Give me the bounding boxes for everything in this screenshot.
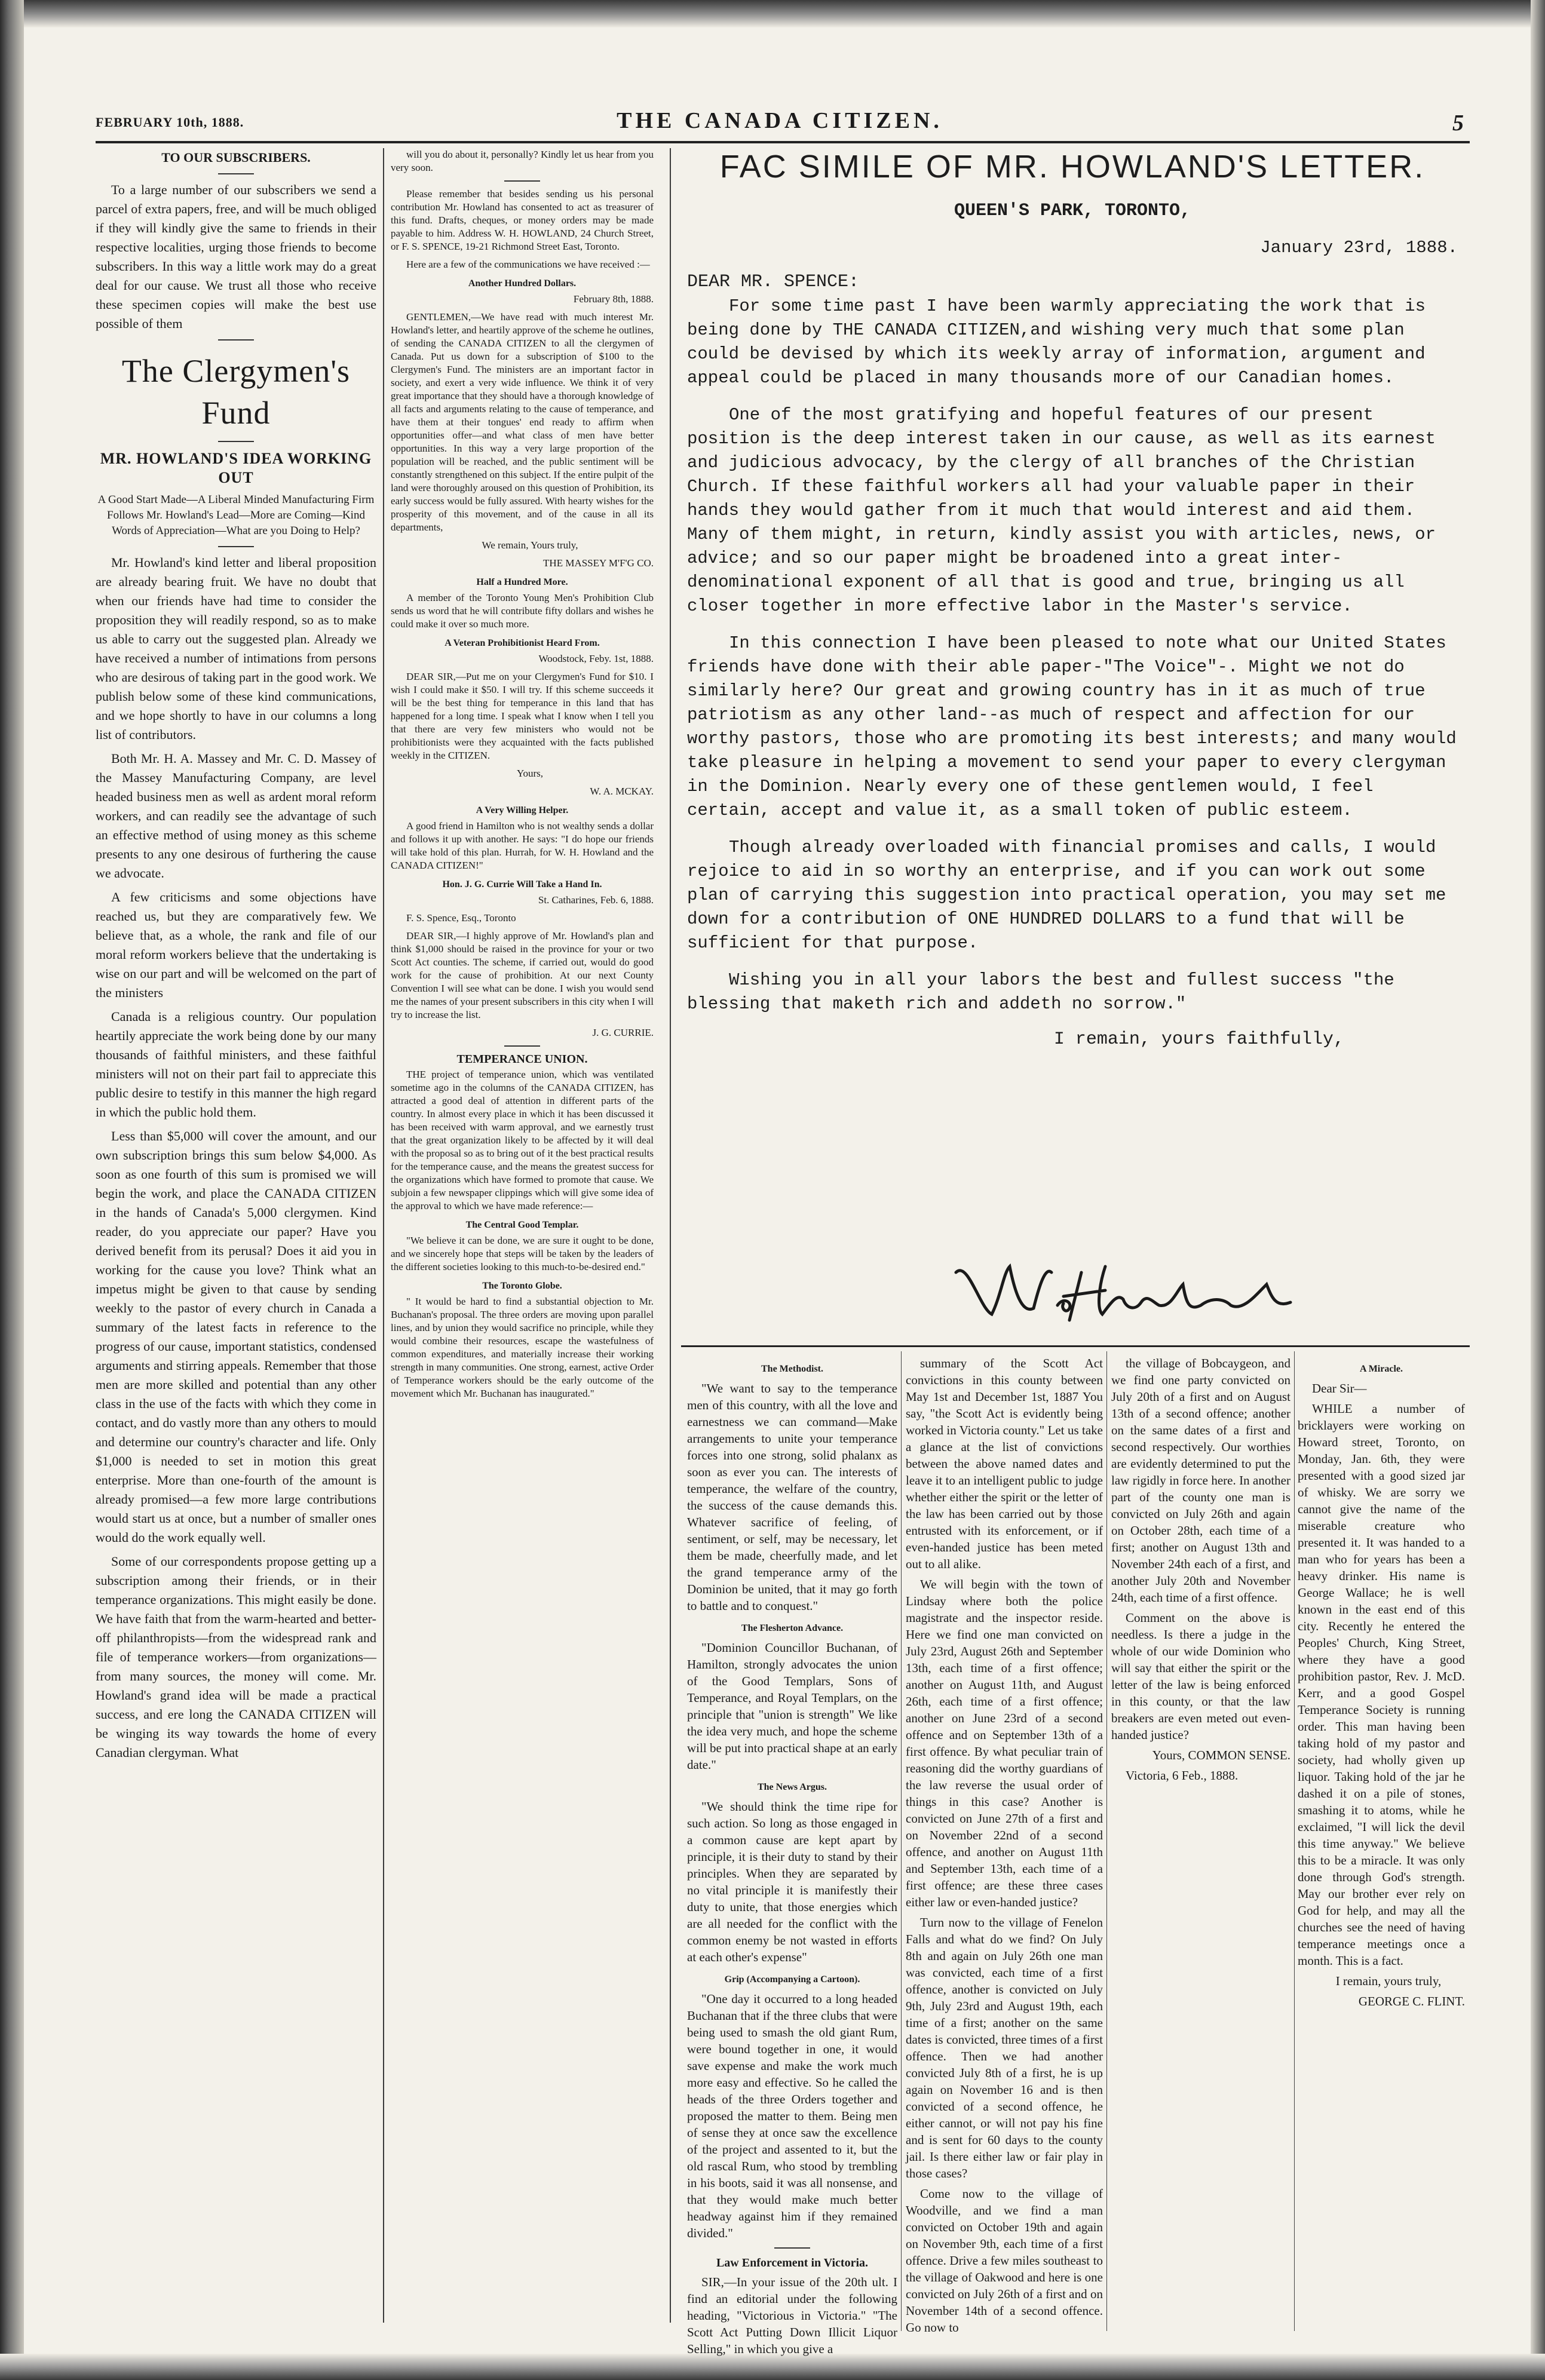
letter-recipient: F. S. Spence, Esq., Toronto [406, 912, 516, 924]
letter-body: A member of the Toronto Young Men's Prohibition Club sends us word that he will contribute fifty dollars and wishes he could make it over so much more. [391, 592, 654, 630]
law-enforcement-body: SIR,—In your issue of the 20th ult. I find an editorial under the following heading, "Victorious in Victoria." "The Scott Act Putting Down Illicit Liquor Selling," in which you give a [687, 2275, 897, 2356]
divider [218, 441, 254, 442]
subscribers-body: To a large number of our subscribers we send a parcel of extra papers, free, and will be much obliged if they will kindly give the same to friends in their respective localities, urging those friends to become subscribers. In this way a little work may do a great deal for our cause. We trust all those who receive these specimen copies will make the best use possible of them [96, 182, 376, 331]
clipping-body: "We should think the time ripe for such action. So long as those engaged in a common cause are kept apart by principle, it is their duty to stand by their principles. When they are separated by no vital principle it is manifestly their duty to unite, that those energies which are all needed for the conflict with the common enemy be not wasted in efforts at each other's expense" [687, 1799, 897, 1964]
miracle-heading: A Miracle. [1360, 1364, 1403, 1374]
letter-signature: J. G. CURRIE. [592, 1027, 654, 1038]
letter-close: We remain, Yours truly, [482, 539, 578, 551]
clipping-body: " It would be hard to find a substantial objection to Mr. Buchanan's proposal. The three orders are moving upon parallel lines, and by union they would sacrifice no principle, while they would combine their resources, escape the wastefulness of common expenditures, and materially increase their working strength in many communities. One strong, earnest, active Order of Temperance workers should be the early outcome of the movement which Mr. Buchanan has inaugurated." [391, 1296, 654, 1399]
lower-column-2 [906, 1355, 1103, 2339]
column-rule [670, 148, 671, 2323]
masthead-rule [96, 141, 1470, 143]
column-rule [1294, 1351, 1295, 2331]
subscribers-heading: TO OUR SUBSCRIBERS. [161, 150, 311, 165]
letter-title: FAC SIMILE OF MR. HOWLAND'S LETTER. [719, 149, 1426, 185]
clipping-body: "One day it occurred to a long headed Buchanan that if the three clubs that were being used to smash the old giant Rum, were bound together in one, it would save expense and make the work much more easy and effective. So he called the heads of the three Orders together and proposed the matter to them. Being men of sense they at once saw the excellence of the project and assented to it, but the old rascal Rum, who stood by trembling in his boots, said it was all nonsense, and that they would make much better headway against him if they remained divided." [687, 1992, 897, 2240]
law-enforcement-body: the village of Bobcaygeon, and we find one party convicted on July 20th of a first and on August 13th of a second offence; another on the same dates of a first and second respectively. Our worthies are evidently determined to put the law rigidly in force here. In another part of the county one man is convicted on July 26th and again on October 28th, each time of a first; another on August 13th and November 24th each of a first, and another July 20th and November 24th, each time of a first offence. [1111, 1356, 1290, 1605]
letter-paragraph: One of the most gratifying and hopeful features of our present position is the deep interest taken in our cause, as well as its earnest and judicious advocacy, by the clergy of all branches of the Christian Church. If these faithful workers all had your valuable paper in their hands they would gather from it much that would interest and aid them. Many of them might, in return, kindly assist you with articles, news, or advice; and so our paper might be broadened into a great inter-denominational exponent of all that is good and true, bringing us all closer together in more effective labor in the Master's service. [687, 405, 1436, 616]
fund-title: The Clergymen's Fund [121, 353, 351, 431]
letter-place: QUEEN'S PARK, TORONTO, [954, 201, 1191, 221]
letter-paragraph: For some time past I have been warmly appreciating the work that is being done by THE CANADA CITIZEN,and wishing very much that some plan could be devised by which its weekly array of information, argument and appeal could be placed in many thousands more of our Canadian homes. [687, 296, 1426, 388]
masthead [96, 108, 1464, 137]
fund-subtitle: MR. HOWLAND'S IDEA WORKING OUT [100, 450, 372, 486]
fund-paragraph: A few criticisms and some objections have reached us, but they are comparatively few. We believe that, as a whole, the rank and file of our moral reform workers believe that the undertaking is wise on our part and will be welcomed on the part of the ministers [96, 890, 376, 1000]
clipping-body: "We want to say to the temperance men of this country, with all the love and earnestness we can command—Make arrangements to unite your temperance forces into one strong, solid phalanx as soon as ever you can. The interests of temperance, the welfare of the country, the success of the cause demands this. Whatever sacrifice of feeling, of sentiment, or self, may be necessary, let them be made, cheerfully made, and let the grand temperance army of the Dominion be united, that it may go forth to battle and to conquest." [687, 1381, 897, 1613]
clipping-heading: The News Argus. [757, 1782, 827, 1792]
clipping-heading: The Central Good Templar. [465, 1220, 579, 1230]
column-paragraph: Here are a few of the communications we have received :— [406, 259, 650, 270]
divider [504, 180, 540, 182]
temperance-union-body: THE project of temperance union, which was ventilated sometime ago in the columns of the CANADA CITIZEN, has attracted a good deal of attention in different parts of the country. In almost every place in which it has been discussed it has been received with warm approval, and we earnestly trust that the great organization likely to be affected by it will deal with the proposal so as to bring out of it the best practical results for the temperance cause, and the means the greatest success for the organizations which have formed to promote that cause. We subjoin a few newspaper clippings which will give some idea of the approval to which we have made reference:— [391, 1069, 654, 1212]
clipping-body: "Dominion Councillor Buchanan, of Hamilton, strongly advocates the union of the Good Templars, Sons of Temperance, and Royal Templars, on the principle that "union is strength" We like the idea very much, and hope the scheme will be put into practical shape at an early date." [687, 1640, 897, 1772]
column-2 [391, 148, 654, 1405]
clipping-heading: Grip (Accompanying a Cartoon). [724, 1974, 860, 1985]
lower-column-3 [1111, 1355, 1290, 1787]
divider [218, 546, 254, 547]
page-number: 5 [1452, 111, 1464, 136]
temperance-union-heading: TEMPERANCE UNION. [456, 1053, 588, 1066]
lower-column-4 [1298, 1355, 1465, 2013]
facsimile-letter [687, 148, 1458, 1050]
clipping-heading: The Flesherton Advance. [741, 1623, 844, 1633]
letter-paragraph: Though already overloaded with financial promises and calls, I would rejoice to aid in so worthy an enterprise, and if you can work out some plan of carrying this suggestion into practical operation, you may set me down for a contribution of ONE HUNDRED DOLLARS to a fund that will be sufficient for that purpose. [687, 838, 1446, 953]
fund-paragraph: Canada is a religious country. Our population heartily appreciate the work being done by our many thousands of faithful ministers, and these faithful ministers will not on their part fail to appreciate this public desire to testify in this manner the high regard in which the public hold them. [96, 1009, 376, 1120]
divider [218, 339, 254, 341]
fund-paragraph: Mr. Howland's kind letter and liberal proposition are already bearing fruit. We have no doubt that when our friends have had time to consider the proposition they will readily respond, so as to make us able to carry out the suggested plan. Already we have received a number of intimations from persons who are desirous of taking part in the good work. We publish below some of these kind communications, and we hope shortly to have in our columns a long list of contributors. [96, 555, 376, 742]
letter-closing: I remain, yours faithfully, [1053, 1029, 1344, 1050]
fund-paragraph: Some of our correspondents propose getting up a subscription among their friends, or in their temperance organizations. This might easily be done. We have faith that from the warm-hearted and better-off philanthropists—from the widespread rank and file of temperance workers—from organizations—from many sources, the money will come. Mr. Howland's grand idea will be made a practical success, and ere long the CANADA CITIZEN will be winging its way towards the home of every Canadian clergyman. What [96, 1554, 376, 1760]
letter-heading: A Veteran Prohibitionist Heard From. [445, 638, 600, 648]
clipping-heading: The Toronto Globe. [482, 1281, 562, 1291]
letter-signature: Yours, COMMON SENSE. [1152, 1748, 1290, 1762]
paper-title: THE CANADA CITIZEN. [617, 108, 943, 133]
miracle-body: WHILE a number of bricklayers were working on Howard street, Toronto, on Monday, Jan. 6th, they were presented with a good sized jar of whisky. We are sorry we cannot give the name of the miserable creature who presented it. It was handed to a man who for years has been a heavy drinker. His name is George Wallace; he is well known in the east end of this city. Recently he entered the Peoples' Church, King Street, where they have a good prohibition pastor, Rev. J. McD. Kerr, and a good Gospel Temperance Society is running order. This man having been taking hold of my pastor and society, had wholly given up liquor. Taking hold of the jar he dashed it on a pile of stones, smashing it to atoms, while he exclaimed, "I will lick the devil this time anyway." We believe this to be a miracle. It was only done through God's strength. May our brother ever rely on God for help, and may all the churches see the need of having temperance meetings once a month. This is a fact. [1298, 1401, 1465, 1968]
letter-body: DEAR SIR,—Put me on your Clergymen's Fund for $10. I wish I could make it $50. I will try. If this scheme succeeds it will be the best thing for temperance in this land that has happened for a long time. I speak what I know when I tell you that there are very few ministers who would not be prohibitionists were they acquainted with the facts published weekly in the CITIZEN. [391, 671, 654, 761]
letter-heading: Half a Hundred More. [476, 577, 568, 587]
letter-body: DEAR SIR,—I highly approve of Mr. Howland's plan and think $1,000 should be raised in the province for your or two Scott Act counties. The scheme, if carried out, would do good work for the cause of prohibition. At our next County Convention I will see what can be done. I wish you would send me the names of your present subscribers in this city when I will try to increase the list. [391, 930, 654, 1020]
fund-paragraph: Both Mr. H. A. Massey and Mr. C. D. Massey of the Massey Manufacturing Company, are level headed business men as well as ardent moral reform workers, and can readily see the advantage of such an effective method of using money as this scheme presents to any one desirous of furthering the cause we advocate. [96, 751, 376, 881]
lower-column-1 [687, 1355, 897, 2361]
letter-heading: A Very Willing Helper. [476, 805, 569, 815]
scan-edge-left [0, 0, 24, 2380]
scan-edge-right [1531, 0, 1545, 2380]
law-enforcement-body: Turn now to the village of Fenelon Falls and what do we find? On July 8th and again on July 26th one man was convicted, each time of a first offence, another is convicted on July 9th, July 23rd and August 19th, each time of a first; another on the same dates is convicted, three times of a first offence. Then we had another convicted July 8th of a first, he is up again on November 16 and is then convicted of a second offence, he either cannot, or will not pay his fine and is sent for 60 days to the county jail. Is there either law or fair play in those cases? [906, 1915, 1103, 2180]
letter-date: January 23rd, 1888. [1260, 238, 1458, 257]
letter-salutation: DEAR MR. SPENCE: [687, 272, 860, 292]
letter-heading: Another Hundred Dollars. [468, 278, 577, 289]
letter-signature: GEORGE C. FLINT. [1358, 1994, 1465, 2008]
law-enforcement-heading: Law Enforcement in Victoria. [716, 2256, 869, 2269]
handwritten-signature [944, 1249, 1302, 1338]
letter-date: Woodstock, Feby. 1st, 1888. [538, 653, 654, 664]
letter-paragraph: Wishing you in all your labors the best and fullest success "the blessing that maketh rich and addeth no sorrow." [687, 970, 1394, 1014]
law-enforcement-body: summary of the Scott Act convictions in this county between May 1st and December 1st, 1887 You say, "the Scott Act is evidently being worked in Victoria county." Let us take a glance at the list of convictions between the above named dates and leave it to an intelligent public to judge whether either the spirit or the letter of the law has been carried out by those entrusted with its enforcement, or if even-handed justice has been meted out to all alike. [906, 1356, 1103, 1571]
divider [504, 1045, 540, 1047]
law-enforcement-body: Comment on the above is needless. Is there a judge in the whole of our wide Dominion who will say that either the spirit or the letter of the law is being enforced in this county, or that the law breakers are even meted out even-handed justice? [1111, 1611, 1290, 1742]
letter-place: Victoria, 6 Feb., 1888. [1126, 1768, 1239, 1783]
divider [218, 173, 254, 174]
divider [774, 2247, 810, 2249]
fund-deck: A Good Start Made—A Liberal Minded Manufacturing Firm Follows Mr. Howland's Lead—More are Coming—Kind Words of Appreciation—What are you Doing to Help? [97, 493, 375, 537]
law-enforcement-body: Come now to the village of Woodville, and we find a man convicted on October 19th and again on November 9th, each time of a first offence. Drive a few miles southeast to the village of Oakwood and here is one convicted on July 26th of a first and on November 14th of a second offence. Go now to [906, 2186, 1103, 2335]
letter-heading: Hon. J. G. Currie Will Take a Hand In. [442, 879, 602, 890]
letter-close: I remain, yours truly, [1335, 1974, 1442, 1988]
law-enforcement-body: We will begin with the town of Lindsay where both the police magistrate and the inspector reside. Here we find one man convicted on July 23rd, August 26th and September 13th, each time of a first offence; another on August 11th, and August 26th, each time of a first offence; another on June 23rd of a second offence and on September 13th of a first offence. By what peculiar train of reasoning did the worthy guardians of the law reverse the usual order of things in this case? Another is convicted on June 27th of a first and on November 22nd of a second offence, and another on August 11th and September 13th, each time of a first offence; are these three cases either law or even-handed justice? [906, 1577, 1103, 1909]
letter-signature: W. A. MCKAY. [590, 786, 654, 797]
column-rule [383, 148, 384, 2323]
letter-signature: THE MASSEY M'F'G CO. [543, 557, 654, 569]
column-rule [1106, 1351, 1107, 2331]
clipping-body: "We believe it can be done, we are sure it ought to be done, and we sincerely hope that steps will be taken by the leaders of the different societies looking to this much-to-be-desired end." [391, 1235, 654, 1272]
letter-close: Yours, [516, 768, 544, 779]
scan-edge-top [0, 0, 1545, 27]
section-rule [681, 1345, 1470, 1347]
letter-body: A good friend in Hamilton who is not wealthy sends a dollar and follows it up with another. He says: "I do hope our friends will take hold of this plan. Hurrah, for W. H. Howland and the CANADA CITIZEN!" [391, 820, 654, 871]
column-paragraph: Please remember that besides sending us his personal contribution Mr. Howland has consented to act as treasurer of this fund. Drafts, cheques, or money orders may be made payable to him. Address W. H. HOWLAND, 24 Church Street, or F. S. SPENCE, 19-21 Richmond Street East, Toronto. [391, 188, 654, 252]
clipping-heading: The Methodist. [761, 1364, 823, 1374]
fund-paragraph: Less than $5,000 will cover the amount, and our own subscription brings this sum below $4,000. As soon as one fourth of this sum is promised we will begin the work, and place the CANADA CITIZEN in the hands of Canada's 5,000 clergymen. Kind reader, do you appreciate our paper? Have you derived benefit from its perusal? Does it aid you in working for the cause you love? Think what an impetus might be given to that cause by sending weekly to the pastor of every church in Canada a summary of the latest facts in reference to the progress of our cause, important statistics, condensed arguments and stirring appeals. Remember that those men are more skilled and potential than any other class in the use of the facts with which they come in contact, and do vastly more than any others to mould and determine our country's character and life. Only $1,000 is needed to set in motion this great enterprise. More than one-fourth of the amount is already promised—a few more large contributions would start us at once, but a number of smaller ones would do the work equally well. [96, 1128, 376, 1545]
letter-paragraph: In this connection I have been pleased to note what our United States friends have done with their able paper-"The Voice"-. Might we not do similarly here? Our great and growing country has in it as much of true patriotism as any other land--as much of respect and affection for our worthy pastors, those who are promoting its best interests; and many would take pleasure in helping a movement to send your paper to every clergyman in the Dominion. Nearly every one of these gentlemen would, I feel certain, accept and value it, as a small token of public esteem. [687, 633, 1457, 820]
column-1 [96, 148, 376, 1767]
issue-date: FEBRUARY 10th, 1888. [96, 115, 244, 130]
column-rule [901, 1351, 902, 2331]
letter-date: St. Catharines, Feb. 6, 1888. [538, 894, 654, 906]
column-paragraph: will you do about it, personally? Kindly let us hear from you very soon. [391, 149, 654, 173]
miracle-salutation: Dear Sir— [1312, 1381, 1367, 1396]
letter-date: February 8th, 1888. [573, 293, 654, 305]
letter-body: GENTLEMEN,—We have read with much interest Mr. Howland's letter, and heartily approve of the scheme he outlines, of sending the CANADA CITIZEN to all the clergymen of Canada. Put us down for a subscription of $100 to the Clergymen's Fund. The ministers are an important factor in society, and exert a very wide influence. We think it of very great importance that they should have a thorough knowledge of all facts and arguments relating to the cause of temperance, and have them at their tongues' end ready to affirm when opportunities offer—and what class of men have better opportunities. In this way a very large proportion of the population will be reached, and the public sentiment will be constantly strengthened on this subject. If the entire pulpit of the land were thoroughly aroused on this question of Prohibition, its early success would be fully assured. With hearty wishes for the prosperity of this movement, and of the cause in all its departments, [391, 311, 654, 533]
